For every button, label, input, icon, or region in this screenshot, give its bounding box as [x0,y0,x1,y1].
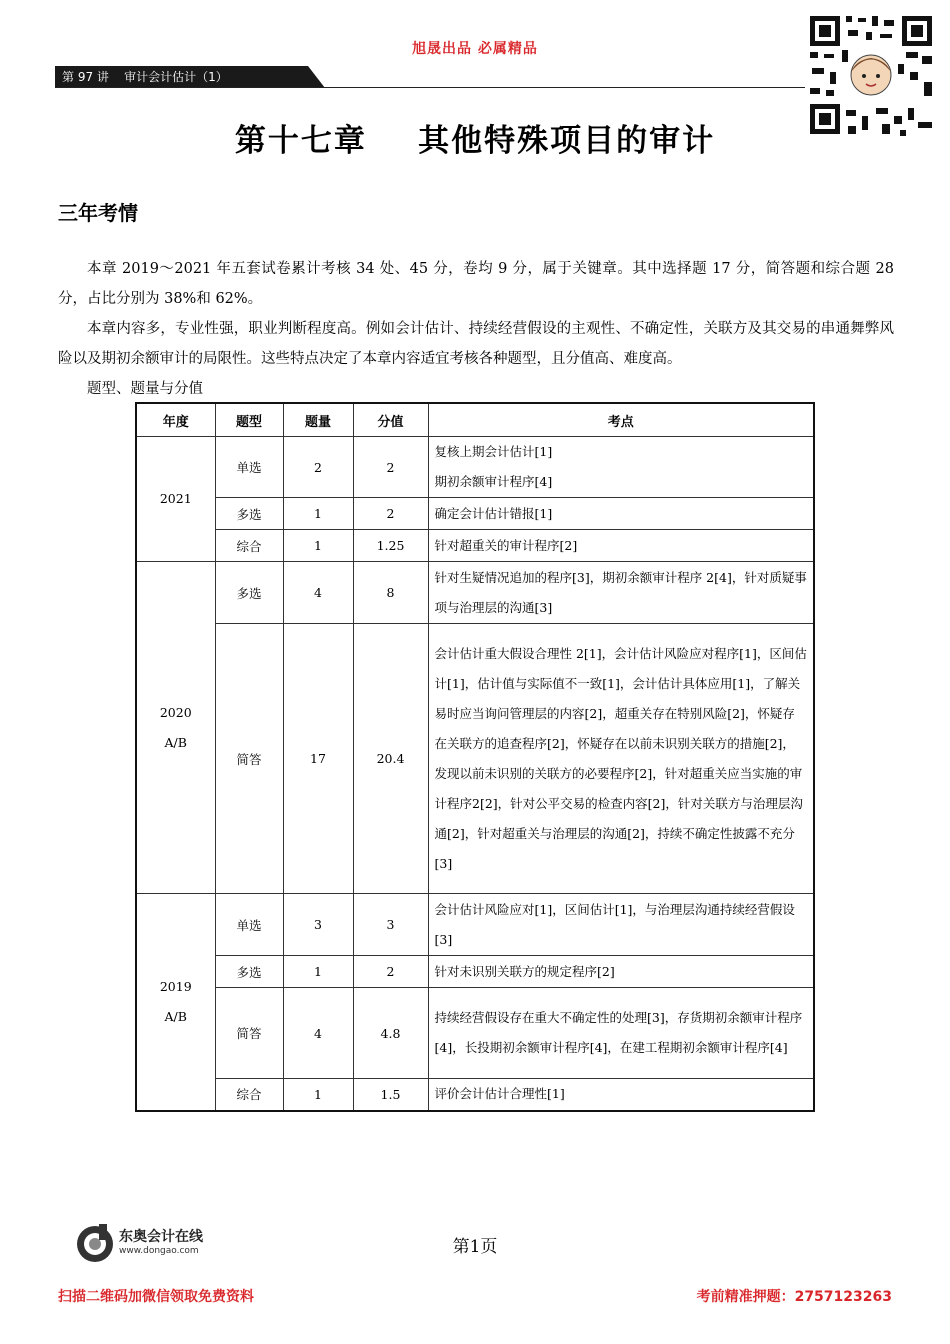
promo-banner-top: 旭晟出品 必属精品 [412,41,538,57]
count-cell: 4 [283,562,353,624]
section-title: 三年考情 [58,201,138,225]
table-row [136,956,814,988]
count-cell: 1 [283,1079,353,1111]
chapter-title: 第十七章 其他特殊项目的审计 [234,123,716,159]
score-cell: 4.8 [353,988,428,1079]
score-cell: 2 [353,437,428,498]
topic-cell: 会计估计风险应对[1]，区间估计[1]，与治理层沟通持续经营假设[3] [428,894,814,956]
paragraph-summary: 本章 2019～2021 年五套试卷累计考核 34 处、45 分，卷均 9 分，属于关键章。其中选择题 17 分，简答题和综合题 28 分，占比分别为 38%和 62%。 [58,261,894,307]
score-cell: 8 [353,562,428,624]
table-row [136,437,814,498]
count-cell: 1 [283,498,353,530]
year-cell: 2020 A/B [136,562,215,894]
type-cell: 多选 [215,956,283,988]
topic-cell: 针对未识别关联方的规定程序[2] [428,956,814,988]
topic-cell: 持续经营假设存在重大不确定性的处理[3]，存货期初余额审计程序[4]，长投期初余额审计程序[4]，在建工程期初余额审计程序[4] [428,988,814,1079]
topic-cell: 针对生疑情况追加的程序[3]，期初余额审计程序 2[4]，针对质疑事项与治理层的沟通[3] [428,562,814,624]
promo-banner-bottom-left: 扫描二维码加微信领取免费资料 [58,1289,254,1305]
col-header-topic: 考点 [428,403,814,437]
type-cell: 综合 [215,1079,283,1111]
table-row [136,988,814,1079]
topic-cell: 会计估计重大假设合理性 2[1]，会计估计风险应对程序[1]，区间估计[1]，估计值与实际值不一致[1]，会计估计具体应用[1]，了解关易时应当询问管理层的内容[2]，超重关存在特别风险[2]，怀疑存在关联方的追查程序[2]，怀疑存在以前未识别关联方的措施[2]，发现以前未识别的关联方的必要程序[2]，针对超重关应当实施的审计程序2[2]，针对公平交易的检查内容[2]，针对关联方与治理层沟通[2]，针对超重关与治理层的沟通[2]，持续不确定性披露不充分[3] [428,624,814,894]
type-cell: 综合 [215,530,283,562]
year-cell: 2019 A/B [136,894,215,1111]
table-row [136,530,814,562]
type-cell: 单选 [215,894,283,956]
header-divider [55,87,805,88]
score-cell: 20.4 [353,624,428,894]
col-header-type: 题型 [215,403,283,437]
col-header-year: 年度 [136,403,215,437]
col-header-count: 题量 [283,403,353,437]
score-cell: 2 [353,498,428,530]
count-cell: 1 [283,956,353,988]
topic-cell: 针对超重关的审计程序[2] [428,530,814,562]
topic-cell: 确定会计估计错报[1] [428,498,814,530]
table-row [136,894,814,956]
paragraph-table-caption: 题型、题量与分值 [87,381,203,397]
table-row [136,498,814,530]
score-cell: 2 [353,956,428,988]
table-row [136,624,814,894]
exam-stats-table [135,402,815,1112]
topic-cell: 评价会计估计合理性[1] [428,1079,814,1111]
type-cell: 单选 [215,437,283,498]
type-cell: 简答 [215,988,283,1079]
dongao-logo-url: www.dongao.com [119,1246,199,1256]
score-cell: 1.5 [353,1079,428,1111]
score-cell: 3 [353,894,428,956]
topic-cell: 复核上期会计估计[1] 期初余额审计程序[4] [428,437,814,498]
paragraph-characteristics: 本章内容多，专业性强，职业判断程度高。例如会计估计、持续经营假设的主观性、不确定性，关联方及其交易的串通舞弊风险以及期初余额审计的局限性。这些特点决定了本章内容适宜考核各种题型，且分值高、难度高。 [58,321,894,367]
count-cell: 1 [283,530,353,562]
lecture-title: 第 97 讲 审计会计估计（1） [62,70,228,84]
count-cell: 3 [283,894,353,956]
type-cell: 简答 [215,624,283,894]
type-cell: 多选 [215,562,283,624]
dongao-logo-name: 东奥会计在线 [119,1229,203,1245]
page-number: 第1页 [452,1237,498,1257]
count-cell: 17 [283,624,353,894]
promo-banner-bottom-right: 考前精准押题：2757123263 [696,1289,892,1305]
count-cell: 4 [283,988,353,1079]
score-cell: 1.25 [353,530,428,562]
year-cell: 2021 [136,437,215,562]
table-header-row [136,403,814,437]
count-cell: 2 [283,437,353,498]
col-header-score: 分值 [353,403,428,437]
type-cell: 多选 [215,498,283,530]
table-row [136,562,814,624]
table-row [136,1079,814,1111]
